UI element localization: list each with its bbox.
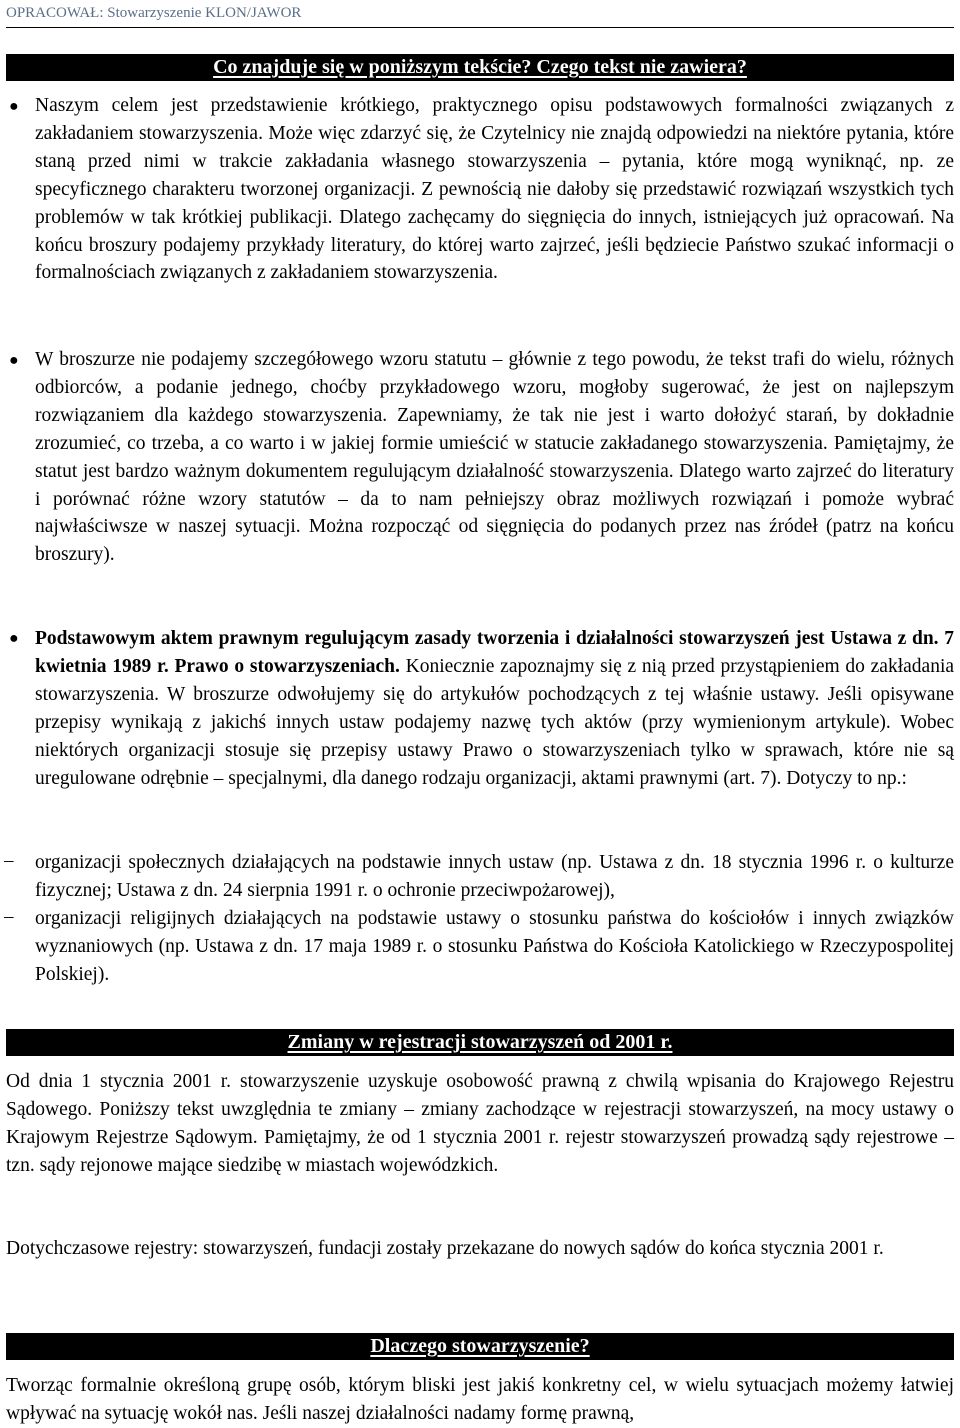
dash-item-1: organizacji społecznych działających na podstawie innych ustaw (np. Ustawa z dn. 18 stycznia 1996 r. o kulturze fizycznej; Ustawa z dn. 24 sierpnia 1991 r. o ochronie przeciwpożarowej), bbox=[35, 852, 954, 901]
bullet-icon: ● bbox=[9, 630, 19, 647]
bullet-icon: ● bbox=[9, 98, 19, 115]
bold-lead: Podstawowym aktem prawnym regulującym zasady tworzenia i działalności stowarzyszeń jest Ustawa z dn. 7 kwietnia 1989 r. Prawo o stowarzyszeniach. bbox=[35, 628, 954, 677]
bullet-paragraph-2: W broszurze nie podajemy szczegółowego wzoru statutu – głównie z tego powodu, że tekst trafi do wielu, różnych odbiorców, a podanie jednego, choćby przykładowego wzoru, mogłoby sugerować, że jest on najlepszym rozwiązaniem dla każdego stowarzyszenia. Zapewniamy, że tak nie jest i warto dołożyć starań, by dokładnie zrozumieć, co trzeba, a co warto i w jakiej formie umieścić w statucie zakładanego stowarzyszenia. Pamiętajmy, że statut jest bardzo ważnym dokumentem regulującym działalność stowarzyszenia. Dlatego warto zajrzeć do literatury i porównać różne wzory statutów – da to nam pełniejszy obraz możliwych rozwiązań i pomoże wybrać najwłaściwsze w naszej sytuacji. Można rozpocząć od sięgnięcia do podanych przez nas źródeł (patrz na końcu broszury). bbox=[35, 349, 954, 566]
dash-icon: – bbox=[4, 850, 14, 871]
section-heading-text: Dlaczego stowarzyszenie? bbox=[370, 1335, 590, 1357]
paragraph: Tworząc formalnie określoną grupę osób, którym bliski jest jakiś konkretny cel, w wielu sytuacjach możemy łatwiej wpływać na sytuację wokół nas. Jeśli naszej działalności nadamy formę prawną, bbox=[6, 1375, 954, 1424]
dash-icon: – bbox=[4, 906, 14, 927]
section-heading bbox=[6, 1333, 954, 1360]
section-heading bbox=[6, 54, 954, 81]
bullet-paragraph-1: Naszym celem jest przedstawienie krótkiego, praktycznego opisu podstawowych formalności związanych z zakładaniem stowarzyszenia. Może więc zdarzyć się, że Czytelnicy nie znajdą odpowiedzi na niektóre pytania, które staną przed nimi w trakcie zakładania własnego stowarzyszenia – pytania, które mogą wyniknąć, np. ze specyficznego charakteru tworzonej organizacji. Z pewnością nie dałoby się przedstawić rozwiązań wszystkich tych problemów w tak krótkiej publikacji. Dlatego zachęcamy do sięgnięcia do innych, istniejących już opracowań. Na końcu broszury podajemy przykłady literatury, do której warto zajrzeć, jeśli będziecie Państwo szukać informacji o formalnościach związanych z zakładaniem stowarzyszenia. bbox=[35, 95, 954, 284]
section-heading bbox=[6, 1029, 954, 1056]
bullet-icon: ● bbox=[9, 352, 19, 369]
section-heading-text: Co znajduje się w poniższym tekście? Czego tekst nie zawiera? bbox=[213, 56, 747, 78]
paragraph: Dotychczasowe rejestry: stowarzyszeń, fundacji zostały przekazane do nowych sądów do końca stycznia 2001 r. bbox=[6, 1238, 884, 1259]
section-heading-text: Zmiany w rejestracji stowarzyszeń od 2001 r. bbox=[287, 1031, 673, 1053]
dash-item-2: organizacji religijnych działających na podstawie ustawy o stosunku państwa do kościołów i innych związków wyznaniowych (np. Ustawa z dn. 17 maja 1989 r. o stosunku Państwa do Kościoła Katolickiego w Rzeczypospolitej Polskiej). bbox=[35, 908, 954, 985]
bullet-paragraph-3 bbox=[35, 625, 954, 792]
paragraph: Od dnia 1 stycznia 2001 r. stowarzyszenie uzyskuje osobowość prawną z chwilą wpisania do Krajowego Rejestru Sądowego. Poniższy tekst uwzględnia te zmiany – zmiany zachodzące w rejestracji stowarzyszeń, na mocy ustawy o Krajowym Rejestrze Sądowym. Pamiętajmy, że od 1 stycznia 2001 r. rejestr stowarzyszeń prowadzą sądy rejestrowe – tzn. sądy rejonowe mające siedzibę w miastach wojewódzkich. bbox=[6, 1071, 954, 1176]
bullet-paragraph-3-rest: Koniecznie zapoznajmy się z nią przed przystąpieniem do zakładania stowarzyszenia. W broszurze odwołujemy się do artykułów pochodzących z tej właśnie ustawy. Jeśli opisywane przepisy wynikają z jakichś innych ustaw podajemy nazwę tych aktów (przy wymienionym artykule). Wobec niektórych organizacji stosuje się przepisy ustawy Prawo o stowarzyszeniach tylko w sprawach, które nie są uregulowane odrębnie – specjalnymi, dla danego rodzaju organizacji, aktami prawnymi (art. 7). Dotyczy to np.: bbox=[35, 655, 955, 789]
header-credit: OPRACOWAŁ: Stowarzyszenie KLON/JAWOR bbox=[6, 5, 302, 21]
header-rule bbox=[6, 27, 954, 28]
